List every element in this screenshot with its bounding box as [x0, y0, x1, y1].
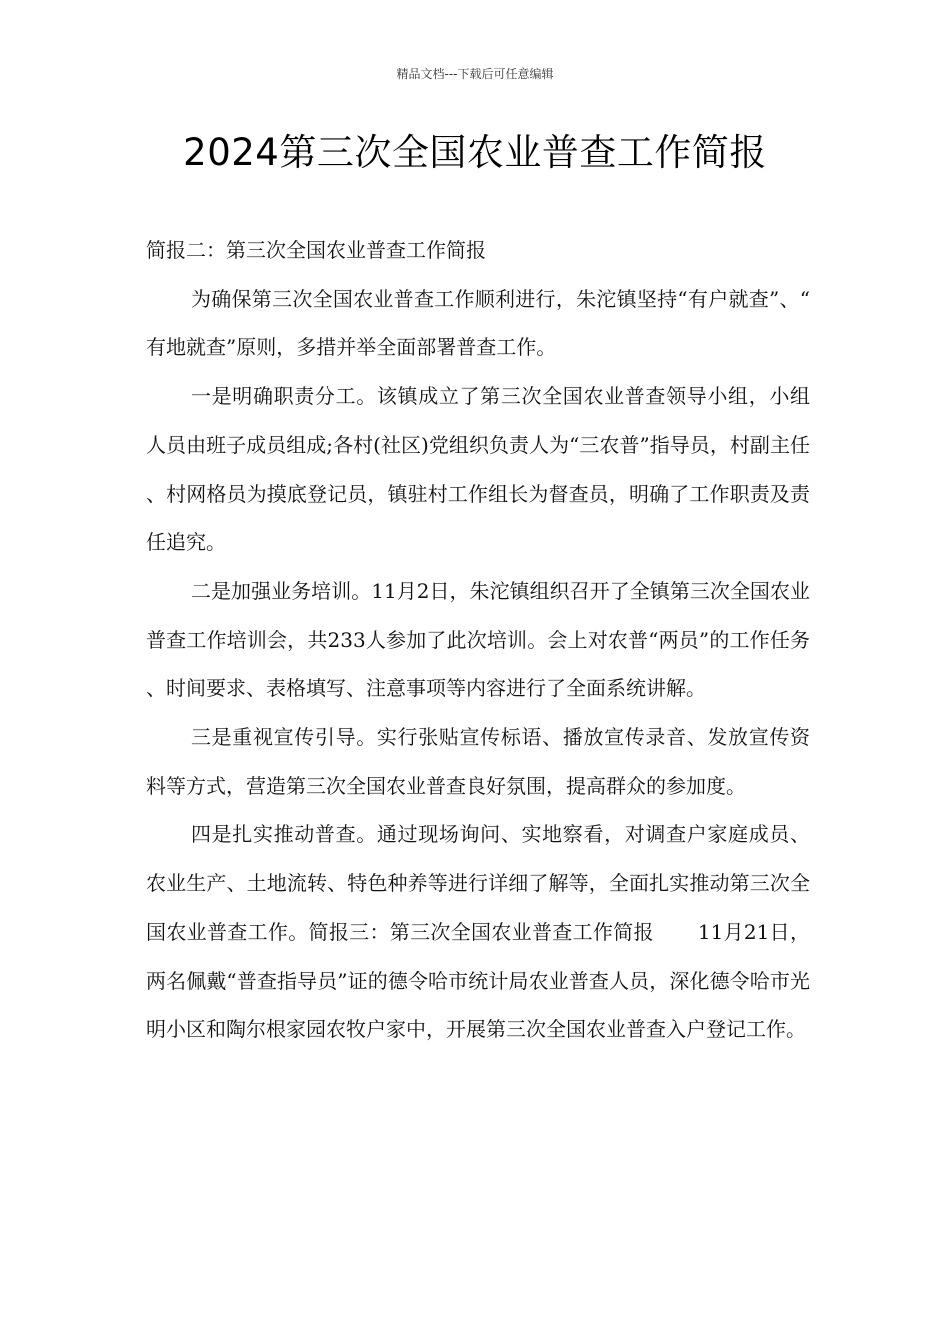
paragraph-census-progress	[146, 810, 810, 1054]
paragraph-publicity: 三是重视宣传引导。实行张贴宣传标语、播放宣传录音、发放宣传资料等方式，营造第三次全国农业普查良好氛围，提高群众的参加度。	[146, 725, 810, 798]
document-subtitle: 简报二：第三次全国农业普查工作简报	[146, 238, 486, 262]
paragraph-responsibilities: 一是明确职责分工。该镇成立了第三次全国农业普查领导小组，小组人员由班子成员组成;各村(社区)党组织负责人为“三农普”指导员，村副主任、村网格员为摸底登记员，镇驻村工作组长为督查员，明确了工作职责及责任追究。	[146, 384, 810, 555]
document-title: 2024第三次全国农业普查工作简报	[183, 131, 767, 174]
paragraph-census-part1: 四是扎实推动普查。通过现场询问、实地察看，对调查户家庭成员、农业生产、土地流转、特色种养等进行详细了解等，全面扎实推动第三次全国农业普查工作。简报三：第三次全国农业普查工作简报	[146, 822, 810, 944]
document-body	[146, 226, 810, 1054]
paragraph-intro: 为确保第三次全国农业普查工作顺利进行，朱沱镇坚持“有户就查”、“有地就查”原则，多措并举全面部署普查工作。	[146, 286, 810, 360]
paragraph-census-part2: 11月21日，两名佩戴“普查指导员”证的德令哈市统计局农业普查人员，深化德令哈市光明小区和陶尔根家园农牧户家中，开展第三次全国农业普查入户登记工作。	[146, 919, 810, 1042]
paragraph-training: 二是加强业务培训。11月2日，朱沱镇组织召开了全镇第三次全国农业普查工作培训会，共233人参加了此次培训。会上对农普“两员”的工作任务、时间要求、表格填写、注意事项等内容进行了全面系统讲解。	[146, 578, 810, 701]
page-header: 精品文档---下载后可任意编辑	[396, 67, 554, 81]
